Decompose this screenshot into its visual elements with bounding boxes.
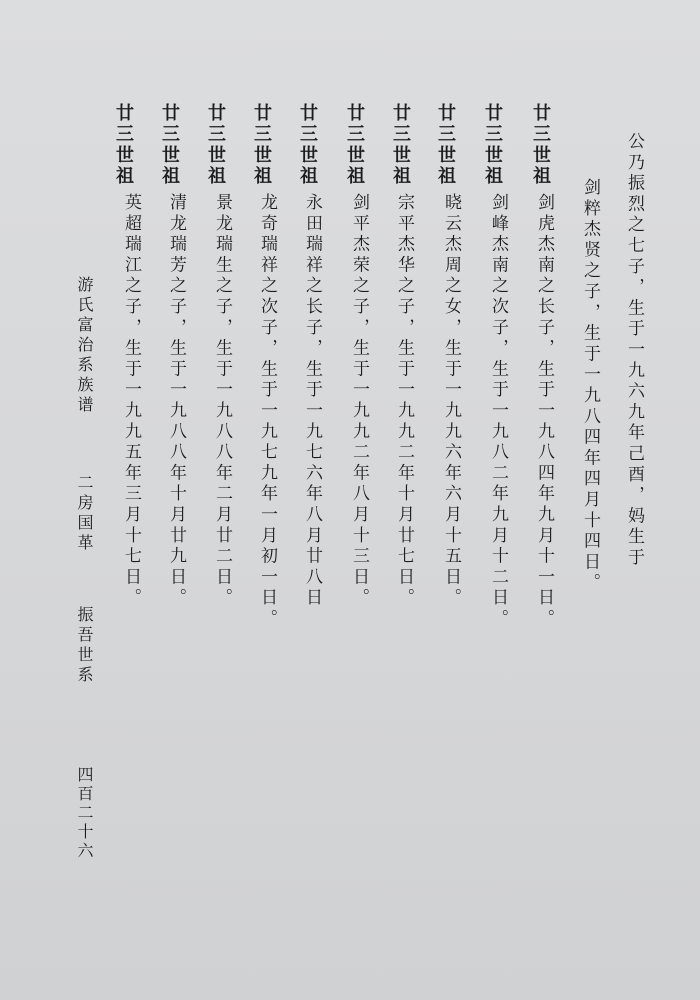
generation-label-4: 廿三世祖 (435, 103, 456, 187)
entry-column-6: 剑平杰荣之子，生于一九九二年八月十三日。 (349, 193, 369, 609)
branch-name: 二房国革 (75, 474, 94, 554)
generation-label-8: 廿三世祖 (251, 103, 272, 187)
lineage-name: 振吾世系 (75, 606, 94, 686)
entry-column-5: 宗平杰华之子，生于一九九二年十月廿七日。 (394, 193, 414, 609)
entry-column-7: 永田瑞祥之长子，生于一九七六年八月廿八日 (302, 193, 322, 609)
book-title: 游氏富治系族谱 (75, 276, 94, 416)
generation-label-11: 廿三世祖 (113, 103, 134, 187)
generation-label-9: 廿三世祖 (205, 103, 226, 187)
generation-label-7: 廿三世祖 (297, 103, 318, 187)
entry-column-2: 剑虎杰南之长子，生于一九八四年九月十一日。 (534, 193, 554, 630)
generation-label-2: 廿三世祖 (530, 103, 551, 187)
intro-column: 公乃振烈之七子，生于一九六九年己酉，妈生于 (624, 132, 644, 569)
entry-column-8: 龙奇瑞祥之次子，生于一九七九年一月初一日。 (257, 193, 277, 630)
generation-label-5: 廿三世祖 (390, 103, 411, 187)
generation-label-6: 廿三世祖 (344, 103, 365, 187)
entry-column-3: 剑峰杰南之次子，生于一九八二年九月十二日。 (488, 193, 508, 630)
entry-column-9: 景龙瑞生之子，生于一九八八年二月廿二日。 (212, 193, 232, 609)
generation-label-3: 廿三世祖 (482, 103, 503, 187)
page-number: 四百二十六 (75, 766, 94, 861)
generation-label-10: 廿三世祖 (159, 103, 180, 187)
entry-column-10: 清龙瑞芳之子，生于一九八八年十月廿九日。 (166, 193, 186, 609)
entry-column-4: 晓云杰周之女，生于一九九六年六月十五日。 (441, 193, 461, 609)
entry-column-1: 剑粹杰贤之子，生于一九八四年四月十四日。 (580, 178, 600, 594)
entry-column-11: 英超瑞江之子，生于一九九五年三月十七日。 (121, 193, 141, 609)
